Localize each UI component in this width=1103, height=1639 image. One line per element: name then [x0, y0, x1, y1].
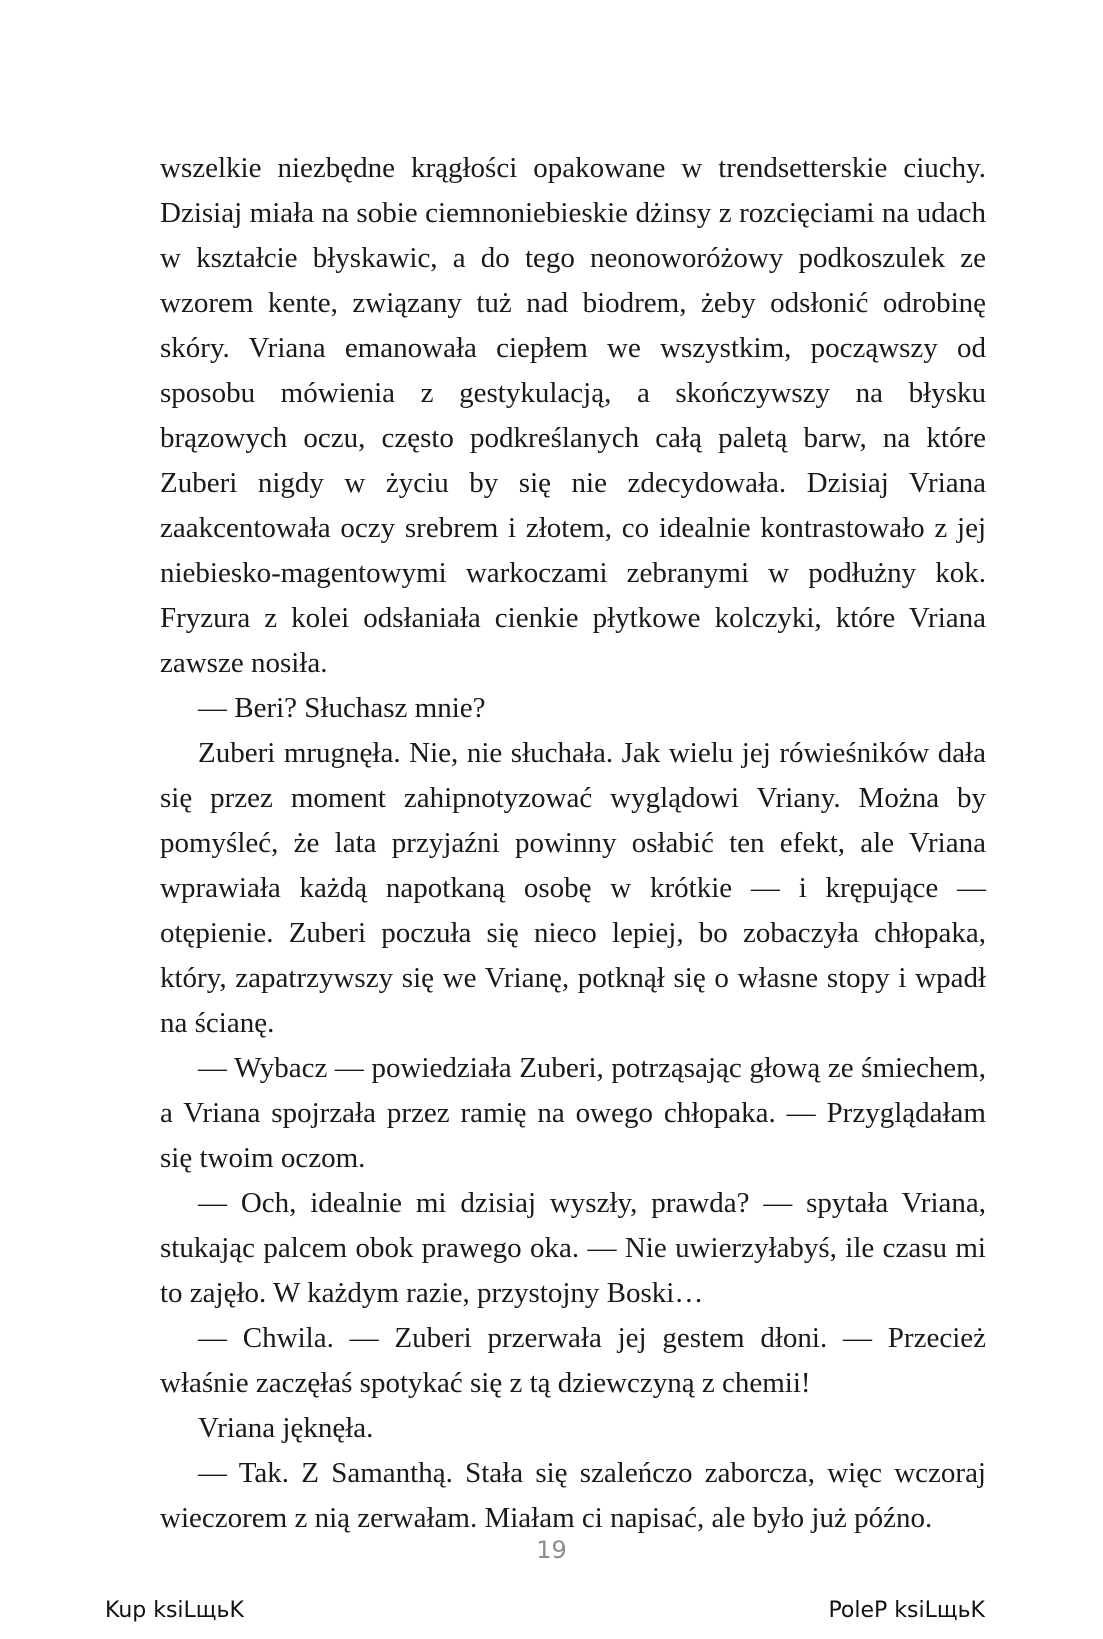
paragraph-2: — Beri? Słuchasz mnie?	[198, 692, 486, 724]
paragraph-6: — Chwila. — Zuberi przerwała jej gestem dłoni. — Przecież właśnie zaczęłaś spotykać się z tą dziewczyną z chemii!	[160, 1322, 986, 1399]
paragraph-8: — Tak. Z Samanthą. Stała się szaleńczo zaborcza, więc wczoraj wieczorem z nią zerwałam. Miałam ci napisać, ale było już późno.	[160, 1457, 986, 1534]
paragraph-3: Zuberi mrugnęła. Nie, nie słuchała. Jak wielu jej rówieśników dała się przez moment zahipnotyzować wyglądowi Vriany. Można by pomyśleć, że lata przyjaźni powinny osłabić ten efekt, ale Vriana wprawiała każdą napotkaną osobę w krótkie — i krępujące — otępienie. Zuberi poczuła się nieco lepiej, bo zobaczyła chłopaka, który, zapatrzywszy się we Vrianę, potknął się o własne stopy i wpadł na ścianę.	[160, 737, 986, 1039]
paragraph-4: — Wybacz — powiedziała Zuberi, potrząsając głową ze śmiechem, a Vriana spojrzała przez ramię na owego chłopaka. — Przyglądałam się twoim oczom.	[160, 1052, 986, 1174]
footer-recommend-book-link[interactable]: PoleP ksiLщьK	[828, 1598, 985, 1623]
paragraph-1: wszelkie niezbędne krągłości opakowane w trendsetterskie ciuchy. Dzisiaj miała na sobie ciemnoniebieskie dżinsy z rozcięciami na udach w kształcie błyskawic, a do tego neonoworóżowy podkoszulek ze wzorem kente, związany tuż nad biodrem, żeby odsłonić odrobinę skóry. Vriana emanowała ciepłem we wszystkim, począwszy od sposobu mówienia z gestykulacją, a skończywszy na błysku brązowych oczu, często podkreślanych całą paletą barw, na które Zuberi nigdy w życiu by się nie zdecydowała. Dzisiaj Vriana zaakcentowała oczy srebrem i złotem, co idealnie kontrastowało z jej niebiesko-magentowymi warkoczami zebranymi w podłużny kok. Fryzura z kolei odsłaniała cienkie płytkowe kolczyki, które Vriana zawsze nosiła.	[160, 152, 986, 679]
paragraph-5: — Och, idealnie mi dzisiaj wyszły, prawda? — spytała Vriana, stukając palcem obok prawego oka. — Nie uwierzyłabyś, ile czasu mi to zajęło. W każdym razie, przystojny Boski…	[160, 1187, 986, 1309]
page-body	[160, 146, 986, 1541]
footer-buy-book-link[interactable]: Kup ksiLщьK	[105, 1598, 244, 1623]
page-number: 19	[536, 1536, 567, 1564]
paragraph-7: Vriana jęknęła.	[198, 1412, 374, 1444]
